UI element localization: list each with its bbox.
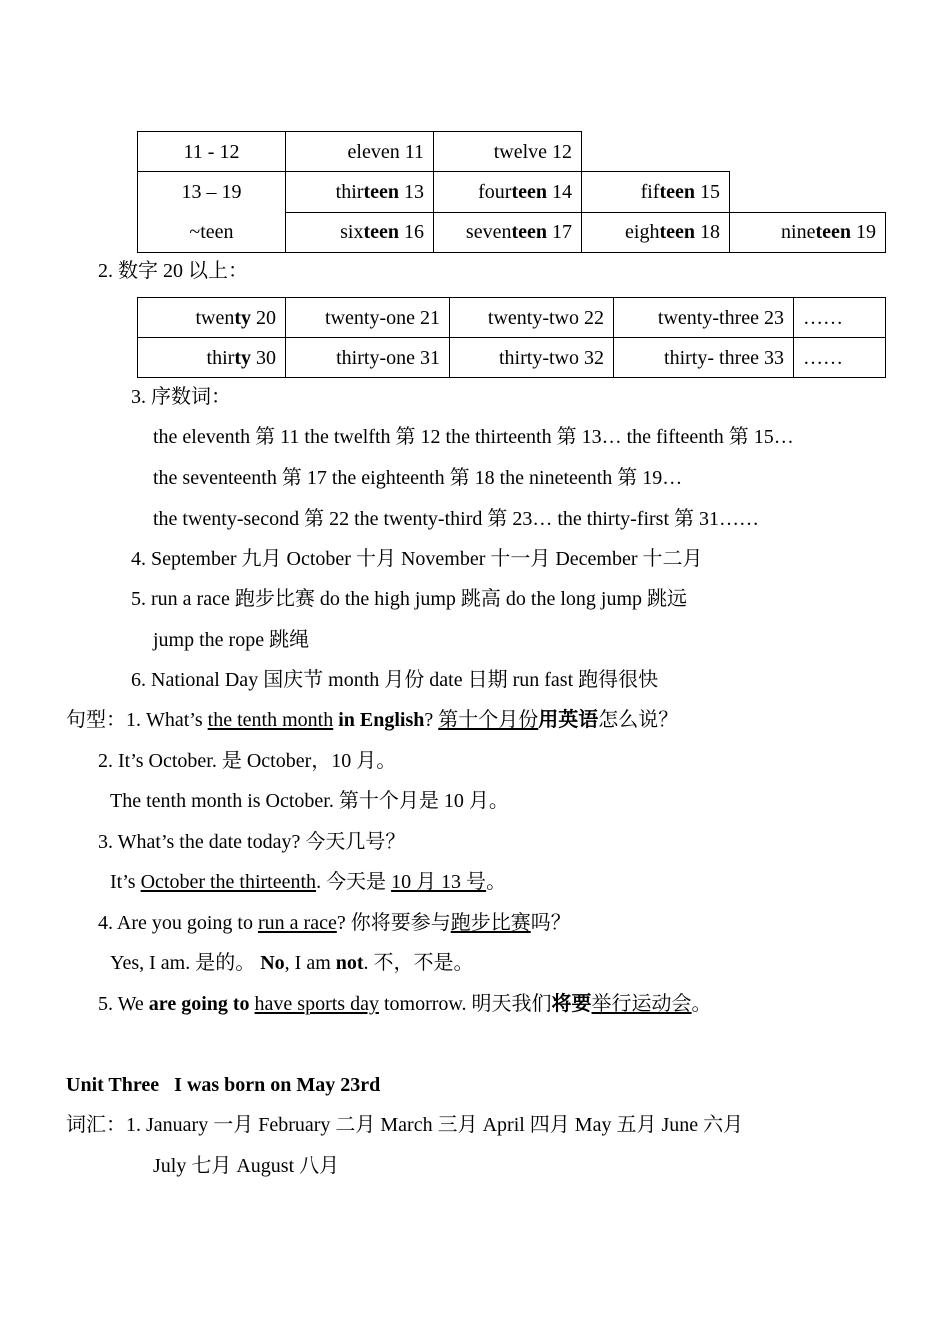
table-cell: nineteen 19	[730, 212, 886, 253]
table-row	[138, 172, 886, 213]
table-row	[138, 298, 886, 338]
text-line: the eleventh 第 11 the twelfth 第 12 the thirteenth 第 13… the fifteenth 第 15…	[153, 426, 794, 448]
text-line: 词汇：1. January 一月 February 二月 March 三月 April 四月 May 五月 June 六月	[66, 1114, 744, 1136]
table-cell: thirty-two 32	[450, 338, 614, 378]
table-cell: fourteen 14	[434, 172, 582, 213]
table-cell: sixteen 16	[286, 212, 434, 253]
table-cell: twenty-one 21	[286, 298, 450, 338]
table-cell: 11 - 12	[138, 132, 286, 172]
text-line: the twenty-second 第 22 the twenty-third 第 23… the thirty-first 第 31……	[153, 508, 760, 530]
table-row	[138, 132, 886, 172]
text-line: 5. run a race 跑步比赛 do the high jump 跳高 do the long jump 跳远	[131, 588, 688, 610]
text-line: jump the rope 跳绳	[153, 629, 310, 651]
table-cell: twenty-two 22	[450, 298, 614, 338]
table-cell: twenty 20	[138, 298, 286, 338]
table-cell: twelve 12	[434, 132, 582, 172]
sentence-line: 5. We are going to have sports day tomorrow. 明天我们将要举行运动会。	[98, 993, 712, 1015]
table-cell: ……	[794, 338, 886, 378]
section-heading: 3. 序数词：	[131, 386, 231, 408]
unit-title: Unit Three I was born on May 23rd	[66, 1074, 381, 1096]
table-cell: seventeen 17	[434, 212, 582, 253]
table-cell: thirty- three 33	[614, 338, 794, 378]
text-line: the seventeenth 第 17 the eighteenth 第 18 the nineteenth 第 19…	[153, 467, 683, 489]
table-cell: ……	[794, 298, 886, 338]
table-cell: thirteen 13	[286, 172, 434, 213]
table-cell: thirty-one 31	[286, 338, 450, 378]
numbers-table-tens	[137, 297, 886, 378]
suffix-label: ~teen	[189, 221, 234, 243]
sentence-line: 4. Are you going to run a race? 你将要参与跑步比赛吗？	[98, 912, 571, 934]
section-heading: 2. 数字 20 以上：	[98, 260, 248, 282]
text-line: 6. National Day 国庆节 month 月份 date 日期 run fast 跑得很快	[131, 669, 659, 691]
table-cell: eleven 11	[286, 132, 434, 172]
text-line: 4. September 九月 October 十月 November 十一月 December 十二月	[131, 548, 703, 570]
sentence-line: The tenth month is October. 第十个月是 10 月。	[110, 790, 509, 812]
text-line: July 七月 August 八月	[153, 1155, 340, 1177]
sentence-line: Yes, I am. 是的。 No, I am not. 不，不是。	[110, 952, 474, 974]
table-cell: thirty 30	[138, 338, 286, 378]
table-cell	[138, 172, 286, 253]
table-cell: fifteen 15	[582, 172, 730, 213]
sentence-line: 句型：1. What’s the tenth month in English? 第十个月份用英语怎么说？	[66, 709, 679, 731]
numbers-table-teens	[137, 131, 886, 253]
table-cell: twenty-three 23	[614, 298, 794, 338]
sentence-line: 3. What’s the date today? 今天几号？	[98, 831, 406, 853]
sentence-line: It’s October the thirteenth. 今天是 10 月 13 号。	[110, 871, 507, 893]
sentence-line: 2. It’s October. 是 October，10 月。	[98, 750, 397, 772]
table-row	[138, 338, 886, 378]
table-cell: eighteen 18	[582, 212, 730, 253]
range-label: 13 – 19	[181, 181, 242, 203]
